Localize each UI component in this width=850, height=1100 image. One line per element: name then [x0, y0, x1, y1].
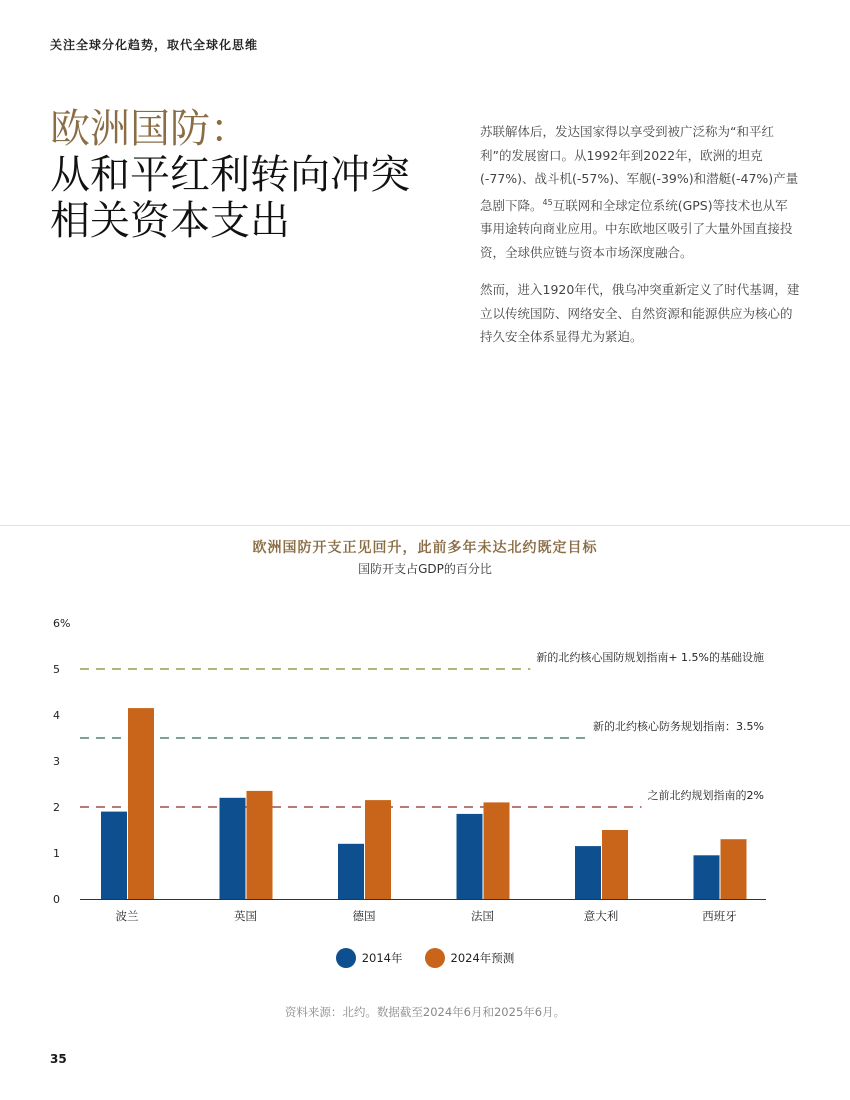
bar	[101, 812, 127, 899]
source-note: 资料来源：北约。数据截至2024年6月和2025年6月。	[284, 1005, 566, 1019]
bar	[602, 830, 628, 899]
reference-line-label: 新的北约核心防务规划指南：3.5%	[593, 720, 764, 733]
y-tick-label: 1	[53, 847, 60, 860]
paragraph-1-part-b: 互联网和全球定位系统(GPS)等技术也从军事用途转向商业应用。中东欧地区吸引了大量外国直接投资，全球供应链与资本市场深度融合。	[480, 197, 793, 260]
bar	[721, 839, 747, 899]
paragraph-1-part-a: 苏联解体后，发达国家得以享受到被广泛称为“和平红利”的发展窗口。从1992年到2022年，欧洲的坦克(-77%)、战斗机(-57%)、军舰(-39%)和潜艇(-47%)产量急剧下降。	[480, 124, 799, 213]
y-tick-label: 3	[53, 755, 60, 768]
legend-label-2014: 2014年	[361, 951, 403, 965]
reference-line-label: 新的北约核心国防规划指南+ 1.5%的基础设施	[536, 651, 764, 664]
footnote-ref: 45	[542, 197, 553, 207]
chart-legend	[0, 948, 850, 968]
bar	[338, 844, 364, 899]
title-line-1: 欧洲国防：	[50, 106, 250, 152]
legend-item-2024	[425, 948, 515, 968]
title-line-3: 相关资本支出	[50, 198, 290, 244]
chart-title: 欧洲国防开支正见回升，此前多年未达北约既定目标	[252, 540, 598, 556]
x-tick-label: 英国	[234, 909, 257, 923]
bar	[457, 814, 483, 899]
y-tick-label: 5	[53, 663, 60, 676]
legend-swatch-2014	[336, 948, 356, 968]
x-tick-label: 法国	[471, 909, 494, 923]
chart-subtitle: 国防开支占GDP的百分比	[358, 562, 492, 576]
bar-chart	[0, 600, 850, 940]
bar	[128, 708, 154, 899]
y-tick-label: 4	[53, 709, 60, 722]
legend-item-2014	[336, 948, 403, 968]
page-title	[50, 106, 410, 244]
y-tick-label: 2	[53, 801, 60, 814]
legend-label-2024: 2024年预测	[450, 951, 515, 965]
x-tick-label: 意大利	[583, 909, 619, 923]
bar	[247, 791, 273, 899]
paragraph-2: 然而，进入1920年代，俄乌冲突重新定义了时代基调，建立以传统国防、网络安全、自然资源和能源供应为核心的持久安全体系显得尤为紧迫。	[480, 282, 800, 345]
reference-line-gap	[642, 805, 768, 809]
bar	[365, 800, 391, 899]
y-tick-label: 6%	[53, 617, 71, 630]
bar	[484, 802, 510, 899]
reference-line-label: 之前北约规划指南的2%	[647, 789, 764, 802]
title-line-2: 从和平红利转向冲突	[50, 152, 410, 198]
bar	[694, 855, 720, 899]
reference-line-gap	[530, 667, 768, 671]
legend-swatch-2024	[425, 948, 445, 968]
running-head: 关注全球分化趋势，取代全球化思维	[50, 38, 259, 52]
body-text	[480, 120, 800, 363]
x-tick-label: 波兰	[115, 909, 139, 923]
section-divider	[0, 525, 850, 526]
x-tick-label: 西班牙	[702, 909, 737, 923]
y-tick-label: 0	[53, 893, 60, 906]
bar	[575, 846, 601, 899]
page-number: 35	[50, 1052, 67, 1066]
reference-line-gap	[587, 736, 768, 740]
bar	[220, 798, 246, 899]
x-tick-label: 德国	[352, 909, 376, 923]
paragraph-1	[480, 120, 800, 264]
